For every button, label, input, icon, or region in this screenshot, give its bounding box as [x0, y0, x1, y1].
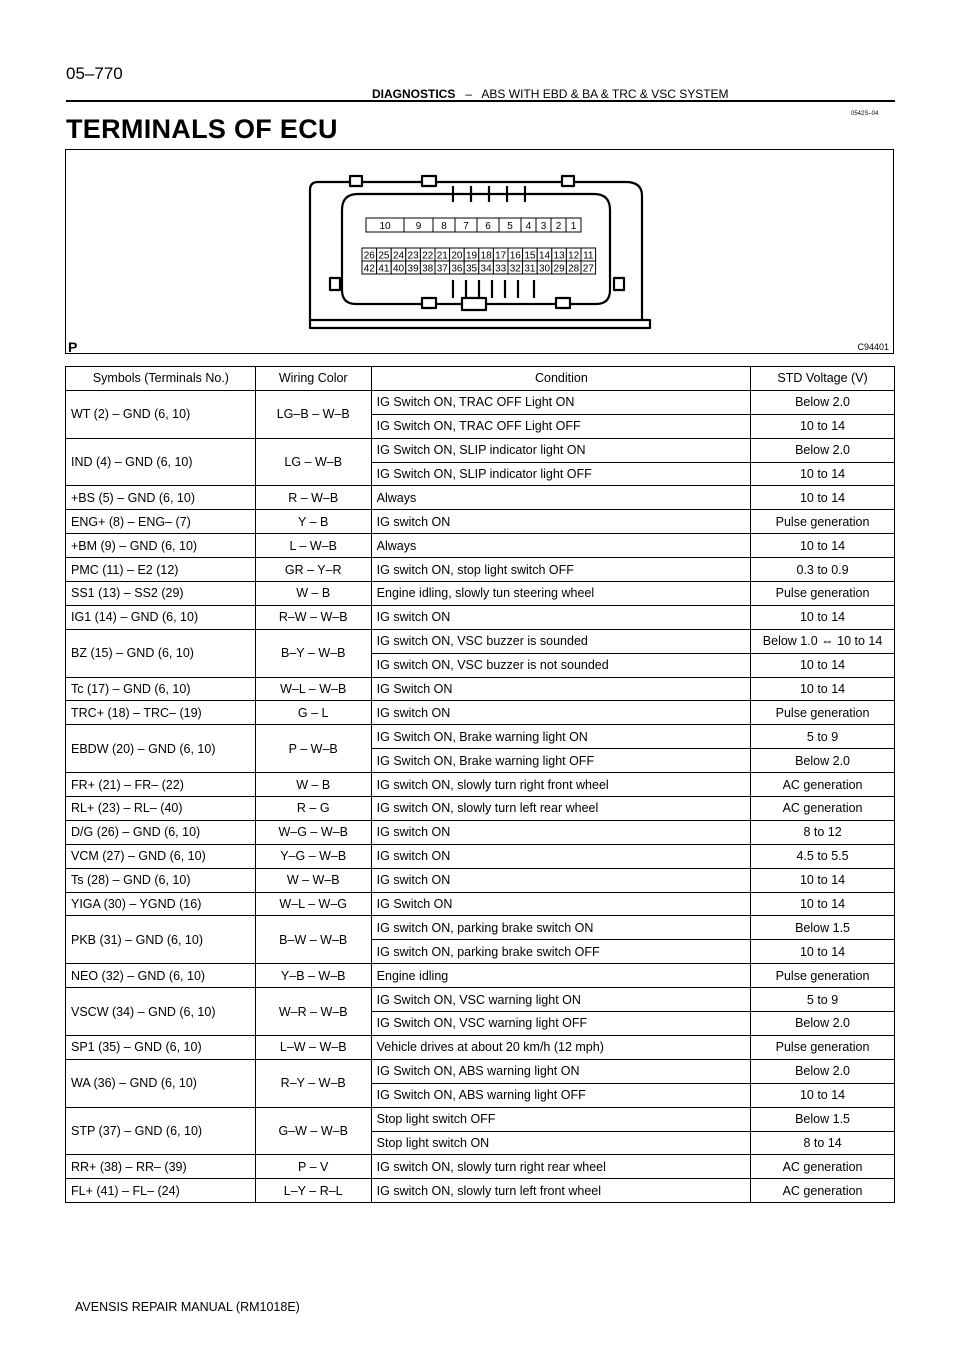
table-row — [66, 916, 895, 940]
svg-text:17: 17 — [495, 250, 507, 262]
terminal-pin-21 — [435, 248, 450, 262]
header-separator: – — [465, 87, 473, 101]
svg-text:31: 31 — [524, 263, 536, 275]
terminal-symbol: EBDW (20) – GND (6, 10) — [66, 725, 256, 773]
std-voltage: Below 2.0 — [751, 1059, 895, 1083]
wiring-color: W–L – W–B — [255, 677, 371, 701]
svg-text:18: 18 — [480, 250, 492, 262]
condition: IG switch ON, stop light switch OFF — [371, 558, 750, 582]
std-voltage: 10 to 14 — [751, 486, 895, 510]
terminal-symbol: +BM (9) – GND (6, 10) — [66, 534, 256, 558]
header-wiring-color: Wiring Color — [255, 367, 371, 391]
terminal-pin-28 — [566, 261, 581, 275]
std-voltage: 10 to 14 — [751, 653, 895, 677]
terminal-pin-35 — [464, 261, 479, 275]
terminal-pin-42 — [362, 261, 377, 275]
svg-text:2: 2 — [555, 221, 562, 232]
wiring-color: L–Y – R–L — [255, 1179, 371, 1203]
wiring-color: W–G – W–B — [255, 820, 371, 844]
wiring-color: B–Y – W–B — [255, 629, 371, 677]
std-voltage: 10 to 14 — [751, 940, 895, 964]
std-voltage: Below 2.0 — [751, 1012, 895, 1036]
wiring-color: L–W – W–B — [255, 1035, 371, 1059]
std-voltage: 10 to 14 — [751, 892, 895, 916]
terminal-pin-7 — [455, 218, 477, 232]
wiring-color: R – W–B — [255, 486, 371, 510]
terminal-pin-3 — [536, 218, 551, 232]
std-voltage: Pulse generation — [751, 510, 895, 534]
wiring-color: P – V — [255, 1155, 371, 1179]
terminal-symbol: TRC+ (18) – TRC– (19) — [66, 701, 256, 725]
svg-text:16: 16 — [509, 250, 521, 262]
wiring-color: W–R – W–B — [255, 988, 371, 1036]
condition: Always — [371, 486, 750, 510]
wiring-color: R – G — [255, 797, 371, 821]
terminal-symbol: YIGA (30) – YGND (16) — [66, 892, 256, 916]
svg-text:27: 27 — [582, 263, 594, 275]
condition: IG Switch ON, TRAC OFF Light OFF — [371, 414, 750, 438]
table-row — [66, 390, 895, 414]
svg-text:8: 8 — [441, 221, 447, 232]
ecu-connector-diagram — [66, 150, 893, 353]
table-header-row — [66, 367, 895, 391]
svg-text:9: 9 — [415, 221, 422, 232]
terminal-symbol: VCM (27) – GND (6, 10) — [66, 844, 256, 868]
condition: IG Switch ON, VSC warning light OFF — [371, 1012, 750, 1036]
condition: IG Switch ON, VSC warning light ON — [371, 988, 750, 1012]
condition: IG switch ON, slowly turn right front wheel — [371, 773, 750, 797]
svg-text:34: 34 — [480, 263, 492, 275]
header-rule — [66, 100, 895, 102]
terminal-pin-36 — [450, 261, 465, 275]
table-row — [66, 868, 895, 892]
svg-text:37: 37 — [436, 263, 448, 275]
header-std-voltage: STD Voltage (V) — [751, 367, 895, 391]
wiring-color: P – W–B — [255, 725, 371, 773]
condition: IG switch ON — [371, 701, 750, 725]
terminal-symbol: IND (4) – GND (6, 10) — [66, 438, 256, 486]
table-row — [66, 582, 895, 606]
wiring-color: G – L — [255, 701, 371, 725]
condition: IG switch ON — [371, 605, 750, 629]
std-voltage: 0.3 to 0.9 — [751, 558, 895, 582]
table-row — [66, 1035, 895, 1059]
svg-text:41: 41 — [378, 263, 390, 275]
svg-text:7: 7 — [463, 221, 469, 232]
terminal-pin-10 — [366, 218, 404, 232]
condition: IG Switch ON — [371, 677, 750, 701]
condition: Engine idling, slowly tun steering wheel — [371, 582, 750, 606]
condition: IG Switch ON, TRAC OFF Light ON — [371, 390, 750, 414]
std-voltage: 10 to 14 — [751, 868, 895, 892]
table-row — [66, 510, 895, 534]
header-symbols: Symbols (Terminals No.) — [66, 367, 256, 391]
terminal-pin-15 — [523, 248, 538, 262]
std-voltage: 10 to 14 — [751, 534, 895, 558]
condition: Stop light switch ON — [371, 1131, 750, 1155]
std-voltage: 10 to 14 — [751, 1083, 895, 1107]
std-voltage: 10 to 14 — [751, 677, 895, 701]
std-voltage: Below 2.0 — [751, 749, 895, 773]
condition: IG Switch ON, SLIP indicator light OFF — [371, 462, 750, 486]
svg-text:32: 32 — [509, 263, 521, 275]
wiring-color: Y–B – W–B — [255, 964, 371, 988]
svg-text:22: 22 — [422, 250, 434, 262]
std-voltage: Pulse generation — [751, 701, 895, 725]
running-header — [372, 87, 729, 101]
terminal-pin-6 — [477, 218, 499, 232]
condition: Engine idling — [371, 964, 750, 988]
terminal-symbol: ENG+ (8) – ENG– (7) — [66, 510, 256, 534]
terminal-pin-17 — [493, 248, 508, 262]
std-voltage: Pulse generation — [751, 1035, 895, 1059]
condition: IG Switch ON, Brake warning light ON — [371, 725, 750, 749]
svg-text:25: 25 — [378, 250, 390, 262]
terminal-symbol: D/G (26) – GND (6, 10) — [66, 820, 256, 844]
header-section: DIAGNOSTICS — [372, 87, 456, 101]
condition: IG Switch ON — [371, 892, 750, 916]
terminal-symbol: PKB (31) – GND (6, 10) — [66, 916, 256, 964]
wiring-color: B–W – W–B — [255, 916, 371, 964]
terminal-pin-19 — [464, 248, 479, 262]
table-row — [66, 701, 895, 725]
terminal-pin-33 — [493, 261, 508, 275]
wiring-color: W – B — [255, 582, 371, 606]
std-voltage: Below 1.0 ⇔ 10 to 14 — [751, 629, 895, 653]
terminal-symbol: STP (37) – GND (6, 10) — [66, 1107, 256, 1155]
terminal-symbol: VSCW (34) – GND (6, 10) — [66, 988, 256, 1036]
table-row — [66, 725, 895, 749]
terminal-pin-26 — [362, 248, 377, 262]
wiring-color: Y–G – W–B — [255, 844, 371, 868]
svg-text:42: 42 — [363, 263, 375, 275]
terminal-pin-18 — [479, 248, 494, 262]
condition: IG switch ON, slowly turn left front wheel — [371, 1179, 750, 1203]
terminal-pin-2 — [551, 218, 566, 232]
svg-text:23: 23 — [407, 250, 419, 262]
terminal-pin-8 — [433, 218, 455, 232]
svg-text:4: 4 — [525, 221, 532, 232]
header-subtitle: ABS WITH EBD & BA & TRC & VSC SYSTEM — [481, 87, 729, 101]
condition: IG switch ON, slowly turn right rear wheel — [371, 1155, 750, 1179]
wiring-color: G–W – W–B — [255, 1107, 371, 1155]
terminal-pin-32 — [508, 261, 523, 275]
svg-text:19: 19 — [465, 250, 478, 262]
wiring-color: W–L – W–G — [255, 892, 371, 916]
table-row — [66, 1059, 895, 1083]
svg-text:28: 28 — [568, 263, 580, 275]
svg-text:20: 20 — [451, 250, 463, 262]
page-number: 05–770 — [66, 64, 123, 83]
table-row — [66, 773, 895, 797]
std-voltage: 8 to 14 — [751, 1131, 895, 1155]
terminal-symbol: WT (2) – GND (6, 10) — [66, 390, 256, 438]
terminal-pin-9 — [404, 218, 433, 232]
std-voltage: Below 2.0 — [751, 390, 895, 414]
condition: IG Switch ON, Brake warning light OFF — [371, 749, 750, 773]
condition: Vehicle drives at about 20 km/h (12 mph) — [371, 1035, 750, 1059]
svg-text:38: 38 — [422, 263, 434, 275]
terminal-pin-13 — [552, 248, 567, 262]
terminal-symbol: SP1 (35) – GND (6, 10) — [66, 1035, 256, 1059]
table-row — [66, 964, 895, 988]
table-row — [66, 797, 895, 821]
std-voltage: Below 1.5 — [751, 916, 895, 940]
svg-text:35: 35 — [465, 263, 478, 275]
svg-text:12: 12 — [568, 250, 580, 262]
condition: IG switch ON, VSC buzzer is sounded — [371, 629, 750, 653]
condition: IG switch ON, slowly turn left rear wheel — [371, 797, 750, 821]
terminal-pin-23 — [406, 248, 421, 262]
std-voltage: Pulse generation — [751, 964, 895, 988]
svg-text:30: 30 — [538, 263, 551, 275]
terminal-symbol: RR+ (38) – RR– (39) — [66, 1155, 256, 1179]
terminal-pin-5 — [499, 218, 521, 232]
svg-text:3: 3 — [540, 221, 547, 232]
wiring-color: W – W–B — [255, 868, 371, 892]
terminal-symbol: BZ (15) – GND (6, 10) — [66, 629, 256, 677]
std-voltage: 10 to 14 — [751, 414, 895, 438]
condition: IG switch ON, parking brake switch OFF — [371, 940, 750, 964]
wiring-color: LG – W–B — [255, 438, 371, 486]
terminal-pin-22 — [420, 248, 435, 262]
svg-text:21: 21 — [436, 250, 448, 262]
condition: IG Switch ON, SLIP indicator light ON — [371, 438, 750, 462]
terminal-pin-11 — [581, 248, 596, 262]
condition: Always — [371, 534, 750, 558]
table-row — [66, 988, 895, 1012]
figure-code: C94401 — [857, 342, 889, 352]
svg-text:15: 15 — [524, 250, 536, 262]
terminal-pin-12 — [566, 248, 581, 262]
condition: IG switch ON — [371, 868, 750, 892]
terminal-pin-27 — [581, 261, 596, 275]
table-row — [66, 605, 895, 629]
condition: IG switch ON — [371, 820, 750, 844]
std-voltage: 5 to 9 — [751, 988, 895, 1012]
std-voltage: 5 to 9 — [751, 725, 895, 749]
connector-figure — [65, 149, 894, 354]
table-row — [66, 558, 895, 582]
wiring-color: L – W–B — [255, 534, 371, 558]
svg-text:1: 1 — [570, 221, 577, 232]
wiring-color: W – B — [255, 773, 371, 797]
terminal-pin-29 — [552, 261, 567, 275]
std-voltage: Below 1.5 — [751, 1107, 895, 1131]
svg-text:10: 10 — [379, 221, 391, 232]
terminal-pin-24 — [391, 248, 406, 262]
reference-code: 0542S–04 — [851, 111, 879, 117]
table-row — [66, 486, 895, 510]
terminal-pin-4 — [521, 218, 536, 232]
table-row — [66, 438, 895, 462]
svg-text:29: 29 — [553, 263, 565, 275]
terminal-symbol: +BS (5) – GND (6, 10) — [66, 486, 256, 510]
table-row — [66, 677, 895, 701]
svg-text:24: 24 — [392, 250, 405, 262]
svg-text:13: 13 — [553, 250, 565, 262]
wiring-color: R–Y – W–B — [255, 1059, 371, 1107]
table-row — [66, 629, 895, 653]
terminal-pin-20 — [450, 248, 465, 262]
table-row — [66, 534, 895, 558]
terminal-pin-37 — [435, 261, 450, 275]
condition: IG Switch ON, ABS warning light OFF — [371, 1083, 750, 1107]
condition: Stop light switch OFF — [371, 1107, 750, 1131]
svg-text:36: 36 — [451, 263, 463, 275]
terminal-symbol: PMC (11) – E2 (12) — [66, 558, 256, 582]
terminal-pin-41 — [377, 261, 392, 275]
std-voltage: AC generation — [751, 1179, 895, 1203]
terminal-pin-40 — [391, 261, 406, 275]
terminal-spec-table — [65, 366, 895, 1203]
svg-text:14: 14 — [538, 250, 551, 262]
page-title: TERMINALS OF ECU — [66, 114, 338, 144]
wiring-color: GR – Y–R — [255, 558, 371, 582]
svg-text:33: 33 — [495, 263, 507, 275]
svg-text:26: 26 — [363, 250, 375, 262]
svg-text:40: 40 — [392, 263, 405, 275]
svg-text:39: 39 — [407, 263, 419, 275]
terminal-pin-grid — [362, 218, 596, 275]
std-voltage: 8 to 12 — [751, 820, 895, 844]
terminal-pin-38 — [420, 261, 435, 275]
std-voltage: 10 to 14 — [751, 605, 895, 629]
condition: IG Switch ON, ABS warning light ON — [371, 1059, 750, 1083]
condition: IG switch ON, VSC buzzer is not sounded — [371, 653, 750, 677]
terminal-symbol: RL+ (23) – RL– (40) — [66, 797, 256, 821]
wiring-color: Y – B — [255, 510, 371, 534]
std-voltage: Pulse generation — [751, 582, 895, 606]
wiring-color: LG–B – W–B — [255, 390, 371, 438]
terminal-symbol: FR+ (21) – FR– (22) — [66, 773, 256, 797]
terminal-symbol: IG1 (14) – GND (6, 10) — [66, 605, 256, 629]
svg-text:5: 5 — [507, 221, 513, 232]
std-voltage: 10 to 14 — [751, 462, 895, 486]
terminal-pin-14 — [537, 248, 552, 262]
wiring-color: R–W – W–B — [255, 605, 371, 629]
terminal-symbol: NEO (32) – GND (6, 10) — [66, 964, 256, 988]
terminal-symbol: FL+ (41) – FL– (24) — [66, 1179, 256, 1203]
terminal-pin-16 — [508, 248, 523, 262]
table-row — [66, 820, 895, 844]
footer-manual-id: AVENSIS REPAIR MANUAL (RM1018E) — [75, 1300, 300, 1314]
std-voltage: AC generation — [751, 1155, 895, 1179]
condition: IG switch ON, parking brake switch ON — [371, 916, 750, 940]
figure-connector-label: P — [68, 339, 78, 355]
terminal-symbol: Ts (28) – GND (6, 10) — [66, 868, 256, 892]
condition: IG switch ON — [371, 844, 750, 868]
terminal-pin-1 — [566, 218, 581, 232]
table-row — [66, 844, 895, 868]
table-row — [66, 1107, 895, 1131]
std-voltage: AC generation — [751, 773, 895, 797]
svg-text:6: 6 — [485, 221, 491, 232]
svg-text:11: 11 — [583, 250, 594, 262]
std-voltage: AC generation — [751, 797, 895, 821]
std-voltage: 4.5 to 5.5 — [751, 844, 895, 868]
header-condition: Condition — [371, 367, 750, 391]
terminal-symbol: SS1 (13) – SS2 (29) — [66, 582, 256, 606]
terminal-pin-30 — [537, 261, 552, 275]
table-row — [66, 1155, 895, 1179]
std-voltage: Below 2.0 — [751, 438, 895, 462]
terminal-symbol: WA (36) – GND (6, 10) — [66, 1059, 256, 1107]
table-row — [66, 1179, 895, 1203]
terminal-pin-39 — [406, 261, 421, 275]
table-row — [66, 892, 895, 916]
terminal-pin-31 — [523, 261, 538, 275]
terminal-symbol: Tc (17) – GND (6, 10) — [66, 677, 256, 701]
terminal-pin-25 — [377, 248, 392, 262]
condition: IG switch ON — [371, 510, 750, 534]
terminal-pin-34 — [479, 261, 494, 275]
